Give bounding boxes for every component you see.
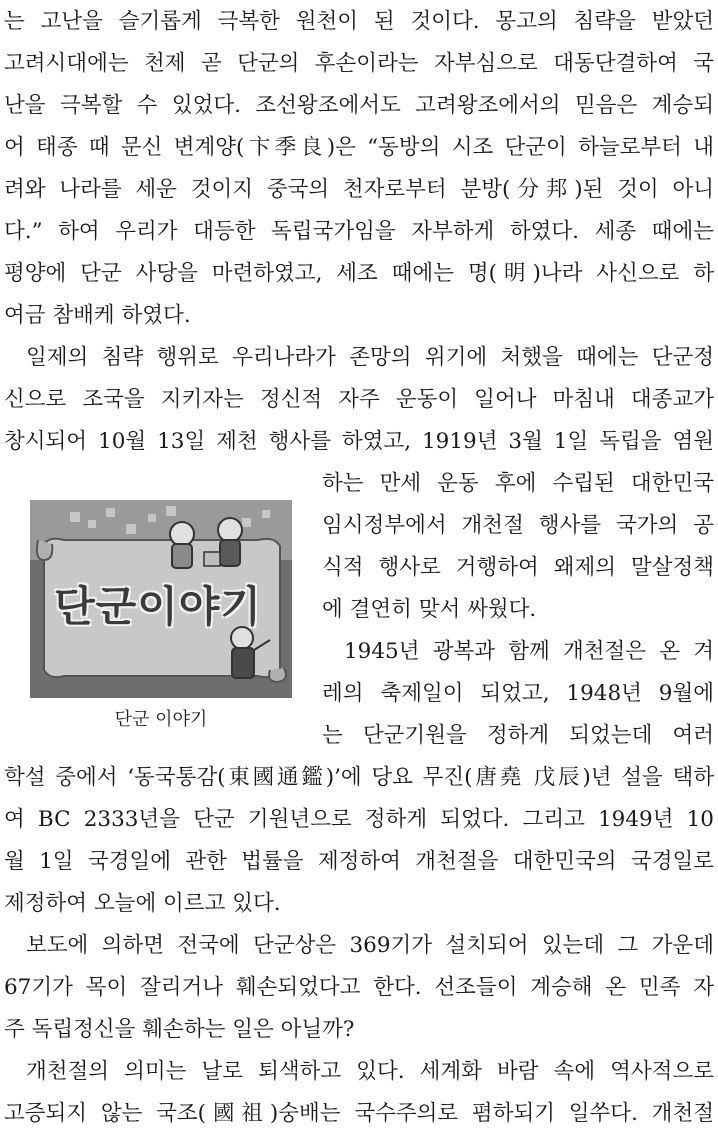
body-line: 려와 나라를 세운 것이지 중국의 천자로부터 분방(分邦)된 것이 아니 (4, 177, 714, 202)
paragraph-start-line: 개천절의 의미는 날로 퇴색하고 있다. 세계화 바람 속에 역사적으로 (26, 1059, 714, 1084)
body-line: 월 1일 국경일에 관한 법률을 제정하여 개천절을 대한민국의 국경일로 (4, 849, 714, 874)
body-line: 다.” 하여 우리가 대등한 독립국가임을 자부하게 하였다. 세종 때에는 (4, 219, 714, 244)
body-line: 임시정부에서 개천절 행사를 국가의 공 (322, 513, 714, 538)
body-line: 는 단군기원을 정하게 되었는데 여러 (322, 723, 714, 748)
body-line: 에 결연히 맞서 싸웠다. (322, 597, 537, 622)
paragraph-start-line: 보도에 의하면 전국에 단군상은 369기가 설치되어 있는데 그 가운데 (26, 933, 714, 958)
body-line: 하는 만세 운동 후에 수립된 대한민국 (322, 471, 714, 496)
body-line: 여금 참배케 하였다. (4, 303, 191, 328)
body-line: 신으로 조국을 지키자는 정신적 자주 운동이 일어나 마침내 대종교가 (4, 387, 714, 412)
body-line: 어 태종 때 문신 변계양(卞季良)은 “동방의 시조 단군이 하늘로부터 내 (4, 135, 714, 160)
body-line: 레의 축제일이 되었고, 1948년 9월에 (322, 681, 714, 706)
body-line: 평양에 단군 사당을 마련하였고, 세조 때에는 명(明)나라 사신으로 하 (4, 261, 714, 286)
body-line: 제정하여 오늘에 이르고 있다. (4, 891, 281, 916)
paragraph-start-line: 일제의 침략 행위로 우리나라가 존망의 위기에 처했을 때에는 단군정 (26, 345, 714, 370)
body-line: 식적 행사로 거행하여 왜제의 말살정책 (322, 555, 714, 580)
body-line: 난을 극복할 수 있었다. 조선왕조에서도 고려왕조에서의 믿음은 계승되 (4, 93, 714, 118)
body-line: 는 고난을 슬기롭게 극복한 원천이 된 것이다. 몽고의 침략을 받았던 (4, 9, 714, 34)
body-line: 고증되지 않는 국조(國祖)숭배는 국수주의로 폄하되기 일쑤다. 개천절 (4, 1101, 714, 1126)
figure-caption: 단군 이야기 (114, 709, 208, 730)
illustration-title: 단군이야기 (54, 582, 262, 631)
body-line: 창시되어 10월 13일 제천 행사를 하였고, 1919년 3월 1일 독립을 염원 (4, 429, 714, 454)
body-line: 여 BC 2333년을 단군 기원년으로 정하게 되었다. 그리고 1949년 10 (4, 807, 714, 832)
body-line: 학설 중에서 ‘동국통감(東國通鑑)’에 당요 무진(唐堯 戊辰)년 설을 택하 (4, 765, 714, 790)
body-line: 고려시대에는 천제 곧 단군의 후손이라는 자부심으로 대동단결하여 국 (4, 51, 714, 76)
dangun-story-illustration (30, 500, 292, 698)
body-line: 주 독립정신을 훼손하는 일은 아닐까? (4, 1017, 355, 1042)
body-line: 67기가 목이 잘리거나 훼손되었다고 한다. 선조들이 계승해 온 민족 자 (4, 975, 714, 1000)
paragraph-start-line: 1945년 광복과 함께 개천절은 온 겨 (344, 639, 714, 664)
